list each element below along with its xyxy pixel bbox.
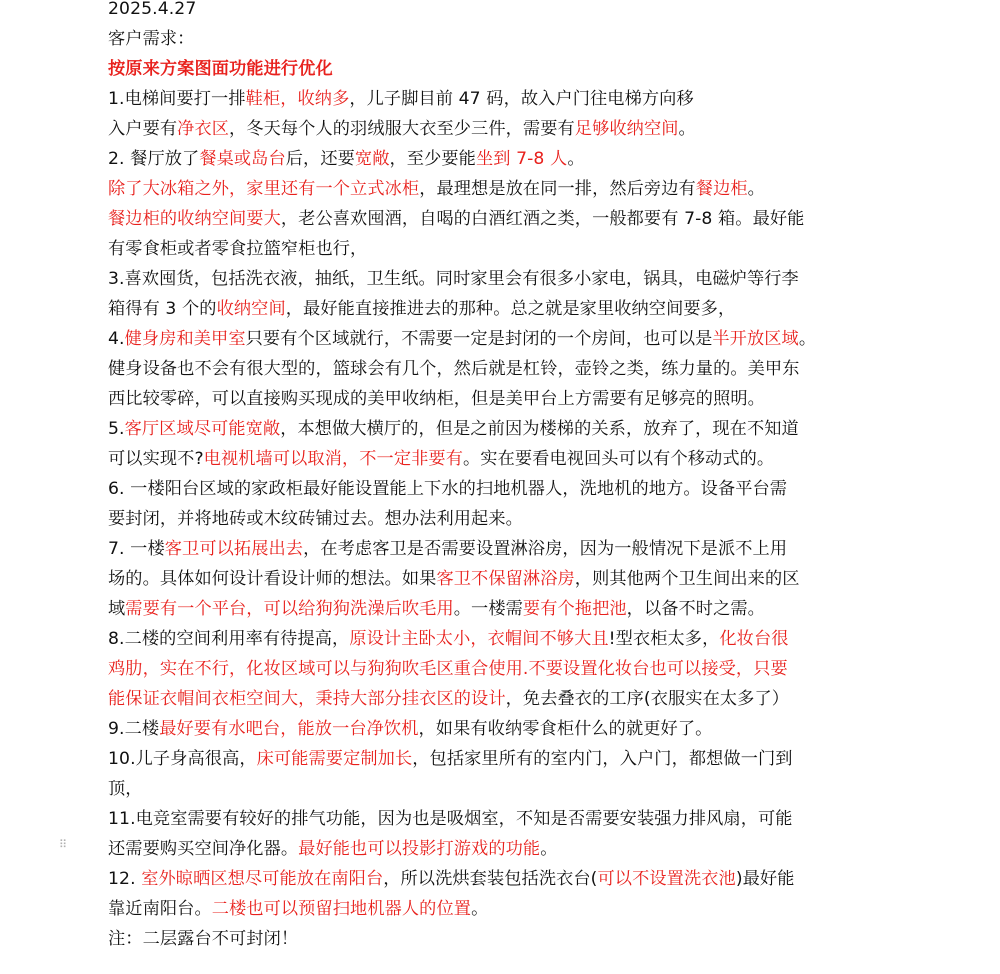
- body-text: ，在考虑客卫是否需要设置淋浴房，因为一般情况下是派不上用: [303, 539, 788, 559]
- highlighted-text: 床可能需要定制加长: [256, 749, 413, 769]
- highlighted-text: 可以不设置洗衣池: [597, 869, 736, 889]
- text-line: [108, 624, 789, 654]
- body-text: 西比较零碎，可以直接购买现成的美甲收纳柜，但是美甲台上方需要有足够亮的照明。: [108, 389, 765, 409]
- body-text: 8.二楼的空间利用率有待提高，: [108, 629, 350, 649]
- body-text: 要封闭，并将地砖或木纹砖铺过去。想办法利用起来。: [108, 509, 523, 529]
- highlighted-text: 室外晾晒区想尽可能放在南阳台: [141, 869, 384, 889]
- text-line: [108, 684, 789, 714]
- text-line: [108, 204, 804, 234]
- text-line: [108, 414, 799, 444]
- text-line: [108, 714, 712, 744]
- body-text: ，儿子脚目前 47 码，故入户门往电梯方向移: [349, 89, 694, 109]
- body-text: 入户要有: [108, 119, 178, 139]
- highlighted-text: 原设计主卧太小，衣帽间不够大且: [349, 629, 609, 649]
- body-text: 3.喜欢囤货，包括洗衣液，抽纸，卫生纸。同时家里会有很多小家电，锅具，电磁炉等行李: [108, 269, 799, 289]
- body-text: 10.儿子身高很高，: [108, 749, 257, 769]
- highlighted-text: 宽敞: [354, 149, 390, 169]
- highlighted-text: 客卫不保留淋浴房: [436, 569, 575, 589]
- highlighted-text: 要有个拖把池: [522, 599, 627, 619]
- body-text: 。: [540, 839, 558, 859]
- highlighted-text: 电视机墙可以取消，不一定非要有: [203, 449, 463, 469]
- highlighted-text: 足够收纳空间: [574, 119, 679, 139]
- highlighted-text: 净衣区: [177, 119, 230, 139]
- document-heading: 客户需求：: [108, 29, 195, 49]
- text-line: [108, 774, 143, 804]
- body-text: ，则其他两个卫生间出来的区: [574, 569, 800, 589]
- body-text: !型衣柜太多，: [608, 629, 720, 649]
- highlighted-text: 客厅区域尽可能宽敞: [124, 419, 281, 439]
- text-line: [108, 894, 488, 924]
- body-text: 5.: [108, 419, 125, 439]
- body-text: 1.电梯间要打一排: [108, 89, 246, 109]
- body-text: ，最好能直接推进去的那种。总之就是家里收纳空间要多，: [285, 299, 736, 319]
- body-text: )最好能: [735, 869, 795, 889]
- body-text: ，免去叠衣的工序(衣服实在太多了）: [505, 689, 790, 709]
- text-line: [108, 174, 765, 204]
- body-text: 注：二层露台不可封闭！: [108, 929, 299, 949]
- highlighted-text: 最好能也可以投影打游戏的功能: [298, 839, 541, 859]
- body-text: ，如果有收纳零食柜什么的就更好了。: [418, 719, 713, 739]
- text-line: [108, 354, 800, 384]
- highlighted-text: 客卫可以拓展出去: [164, 539, 304, 559]
- body-text: 靠近南阳台。: [108, 899, 212, 919]
- text-line: [108, 804, 793, 834]
- text-line: [108, 114, 696, 144]
- body-text: 12.: [108, 869, 142, 889]
- highlighted-text: 坐到 7-8 人: [475, 149, 568, 169]
- body-text: ，本想做大横厅的，但是之前因为楼梯的关系，放弃了，现在不知道: [280, 419, 799, 439]
- highlighted-text: 大冰箱之外，家里还有一个立式冰柜: [142, 179, 420, 199]
- text-line: [108, 474, 787, 504]
- text-line: [108, 294, 735, 324]
- body-text: 箱得有 3 个的: [108, 299, 217, 319]
- text-line: [108, 744, 793, 774]
- body-text: 场的。具体如何设计看设计师的想法。如果: [108, 569, 437, 589]
- body-text: 有零食柜或者零食拉篮窄柜也行，: [108, 239, 368, 259]
- body-text: ，老公喜欢囤酒，自喝的白酒红酒之类，一般都要有 7-8 箱。最好能: [280, 209, 805, 229]
- document-subheading: 按原来方案图面功能进行优化: [108, 59, 333, 79]
- body-text: 9.二楼: [108, 719, 160, 739]
- body-text: 还需要购买空间净化器。: [108, 839, 299, 859]
- highlighted-text: 餐边柜: [695, 179, 748, 199]
- highlighted-text: 半开放区域: [712, 329, 799, 349]
- body-text: 7. 一楼: [108, 539, 165, 559]
- highlighted-text: 收纳空间: [216, 299, 286, 319]
- text-line: [108, 534, 787, 564]
- highlighted-text: 能保证衣帽间衣柜空间大，秉持大部分挂衣区的设计: [108, 689, 506, 709]
- body-text: 健身设备也不会有很大型的，篮球会有几个，然后就是杠铃，壶铃之类，练力量的。美甲东: [108, 359, 800, 379]
- text-line: [108, 834, 558, 864]
- body-text: ，以备不时之需。: [626, 599, 765, 619]
- highlighted-text: 最好要有水吧台，能放一台净饮机: [159, 719, 419, 739]
- body-text: 域: [108, 599, 126, 619]
- body-text: 。: [567, 149, 585, 169]
- body-text: 后，还要: [285, 149, 355, 169]
- body-text: 。: [747, 179, 765, 199]
- body-text: 只要有个区域就行，不需要一定是封闭的一个房间，也可以是: [245, 329, 713, 349]
- highlighted-text: 除了: [108, 179, 143, 199]
- highlighted-text: 鸡肋，实在不行，化妆区域可以与狗狗吹毛区重合使用.不要设置化妆台也可以接受，只要: [108, 659, 788, 679]
- body-text: ，冬天每个人的羽绒服大衣至少三件，需要有: [229, 119, 575, 139]
- text-line: [108, 234, 367, 264]
- body-text: 。一楼需: [453, 599, 523, 619]
- text-line: [108, 324, 816, 354]
- drag-handle-icon[interactable]: ⠿: [59, 838, 67, 851]
- body-text: ，包括家里所有的室内门，入户门，都想做一门到: [412, 749, 793, 769]
- highlighted-text: 餐桌或岛台: [199, 149, 286, 169]
- body-text: ，所以洗烘套装包括洗衣台(: [383, 869, 598, 889]
- text-line: [108, 264, 799, 294]
- body-text: ，最理想是放在同一排，然后旁边有: [419, 179, 696, 199]
- text-line: [108, 84, 694, 114]
- highlighted-text: 二楼也可以预留扫地机器人的位置: [211, 899, 472, 919]
- highlighted-text: 健身房和美甲室: [124, 329, 246, 349]
- body-text: ，至少要能: [389, 149, 476, 169]
- body-text: 。: [471, 899, 489, 919]
- body-text: 11.电竞室需要有较好的排气功能，因为也是吸烟室，不知是否需要安装强力排风扇，可能: [108, 809, 793, 829]
- text-line: [108, 504, 523, 534]
- highlighted-text: 餐边柜的收纳空间要大: [108, 209, 281, 229]
- text-line: [108, 654, 788, 684]
- document-date: 2025.4.27: [108, 0, 197, 19]
- body-text: 可以实现不?: [108, 449, 204, 469]
- body-text: 。实在要看电视回头可以有个移动式的。: [463, 449, 775, 469]
- text-line: [108, 564, 800, 594]
- text-line: [108, 594, 765, 624]
- text-line: [108, 864, 794, 894]
- text-line: [108, 924, 298, 954]
- body-text: 。: [798, 329, 817, 349]
- body-text: 2. 餐厅放了: [108, 149, 200, 169]
- highlighted-text: 化妆台很: [719, 629, 789, 649]
- text-line: [108, 144, 585, 174]
- body-text: 。: [678, 119, 696, 139]
- body-text: 顶，: [108, 779, 143, 799]
- body-text: 4.: [108, 329, 125, 349]
- text-line: [108, 444, 774, 474]
- text-line: [108, 384, 765, 414]
- body-text: 6. 一楼阳台区域的家政柜最好能设置能上下水的扫地机器人，洗地机的地方。设备平台需: [108, 479, 788, 499]
- highlighted-text: 需要有一个平台，可以给狗狗洗澡后吹毛用: [125, 599, 454, 619]
- highlighted-text: 鞋柜，收纳多: [245, 89, 350, 109]
